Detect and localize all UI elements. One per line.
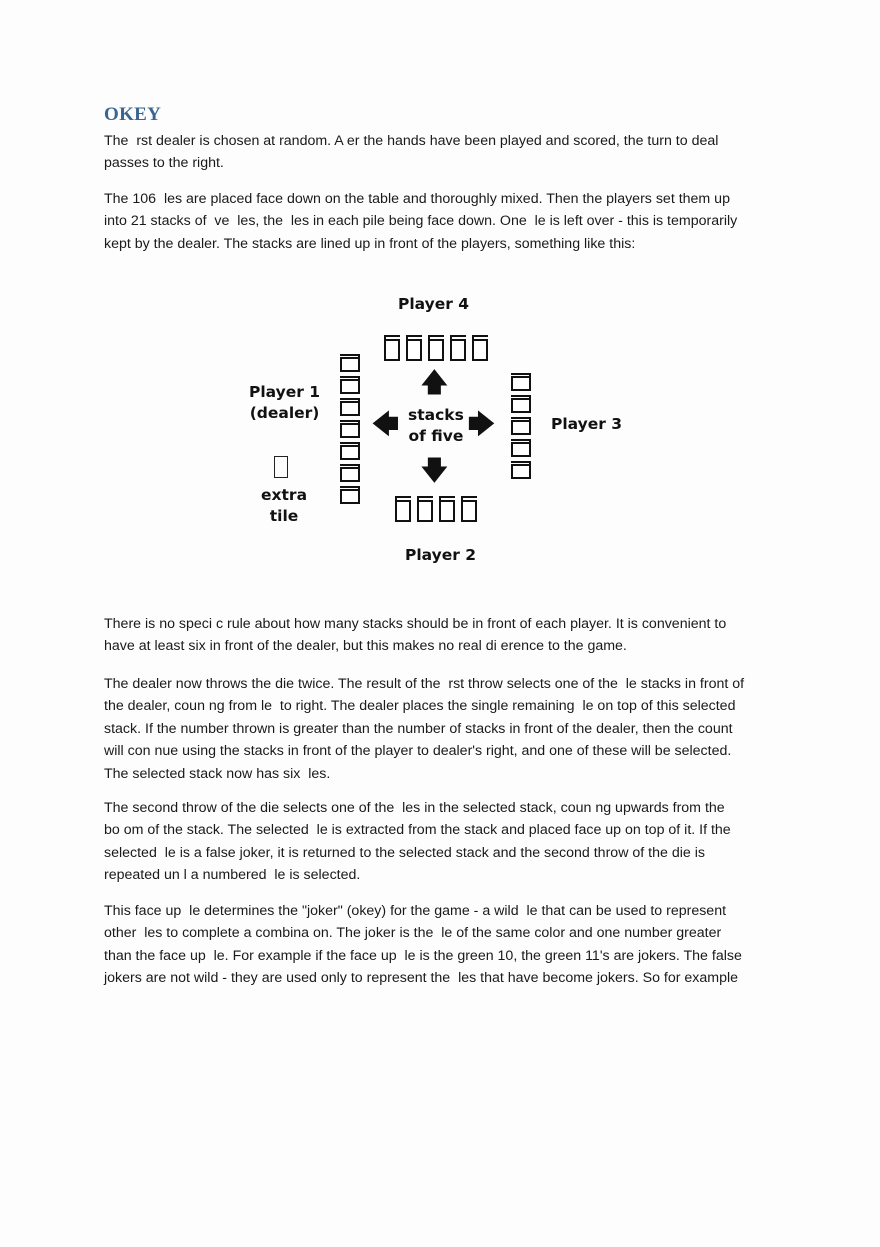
stack-tile-icon <box>472 339 488 361</box>
stack-tile-icon <box>395 500 411 522</box>
text-line: other les to complete a combina on. The joker is the le of the same color and one number greater <box>104 925 722 942</box>
extra-tile-icon <box>274 456 288 478</box>
stack-tile-icon <box>340 467 360 482</box>
stack-tile-icon <box>511 376 531 391</box>
text-line: selected le is a false joker, it is returned to the selected stack and the second throw of the die is <box>104 844 705 861</box>
text-line: than the face up le. For example if the face up le is the green 10, the green 11's are jokers. The false <box>104 947 742 964</box>
stack-tile-icon <box>461 500 477 522</box>
paragraph-6 <box>104 900 784 990</box>
text-line: There is no speci c rule about how many stacks should be in front of each player. It is convenient to <box>104 616 727 632</box>
center-label: stacks of five <box>408 406 464 445</box>
player-1-label: Player 1 (dealer) <box>249 383 321 422</box>
stack-tile-icon <box>340 489 360 504</box>
stacks-diagram <box>240 288 640 578</box>
arrow-down-icon: 🡇 <box>421 456 448 486</box>
text-line: repeated un l a numbered le is selected. <box>104 867 361 884</box>
text-line: The 106 les are placed face down on the table and thoroughly mixed. Then the players set them up <box>104 191 730 207</box>
stack-tile-icon <box>511 442 531 457</box>
stack-tile-icon <box>340 445 360 460</box>
stack-tile-icon <box>340 423 360 438</box>
stack-tile-icon <box>406 339 422 361</box>
text-line: will con nue using the stacks in front of the player to dealer's right, and one of these will be selected. <box>104 743 732 760</box>
text-line: The second throw of the die selects one of the les in the selected stack, coun ng upwards from the <box>104 800 725 816</box>
text-line: The dealer now throws the die twice. The result of the rst throw selects one of the le stacks in front of <box>104 676 745 692</box>
stack-tile-icon <box>511 420 531 435</box>
paragraph-5 <box>104 797 784 887</box>
stack-tile-icon <box>417 500 433 522</box>
stack-tile-icon <box>439 500 455 522</box>
player-4-label: Player 4 <box>398 295 470 313</box>
extra-tile-label: extra tile <box>261 486 308 525</box>
text-line: have at least six in front of the dealer, but this makes no real di erence to the game. <box>104 638 627 655</box>
paragraph-3 <box>104 613 784 658</box>
player-3-label: Player 3 <box>551 415 623 433</box>
stack-tile-icon <box>511 398 531 413</box>
stack-tile-icon <box>340 401 360 416</box>
text-line: jokers are not wild - they are used only to represent the les that have become jokers. So for example <box>104 970 739 987</box>
stack-tile-icon <box>450 339 466 361</box>
text-line: the dealer, coun ng from le to right. The dealer places the single remaining le on top of this selected <box>104 698 736 715</box>
text-line: into 21 stacks of ve les, the les in each pile being face down. One le is left over - this is temporarily <box>104 213 738 230</box>
text-line: This face up le determines the "joker" (okey) for the game - a wild le that can be used to represent <box>104 903 727 919</box>
player-2-label: Player 2 <box>405 546 477 564</box>
text-line: The rst dealer is chosen at random. A er the hands have been played and scored, the turn to deal <box>104 133 719 149</box>
text-line: bo om of the stack. The selected le is extracted from the stack and placed face up on top of it. If the <box>104 822 731 839</box>
text-line: passes to the right. <box>104 155 224 172</box>
paragraph-4 <box>104 673 784 785</box>
stack-tile-icon <box>340 379 360 394</box>
text-line: kept by the dealer. The stacks are lined up in front of the players, something like this: <box>104 235 636 252</box>
text-line: The selected stack now has six les. <box>104 765 331 782</box>
stack-tile-icon <box>384 339 400 361</box>
stack-tile-icon <box>340 357 360 372</box>
stack-tile-icon <box>428 339 444 361</box>
stack-tile-icon <box>511 464 531 479</box>
paragraph-2 <box>104 188 784 255</box>
arrow-up-icon: 🡅 <box>421 368 448 398</box>
text-line: stack. If the number thrown is greater than the number of stacks in front of the dealer, then the count <box>104 720 733 737</box>
arrow-right-icon: 🡆 <box>468 410 495 440</box>
paragraph-1 <box>104 130 784 175</box>
page-title: OKEY <box>104 104 162 125</box>
arrow-left-icon: 🡄 <box>372 410 399 440</box>
